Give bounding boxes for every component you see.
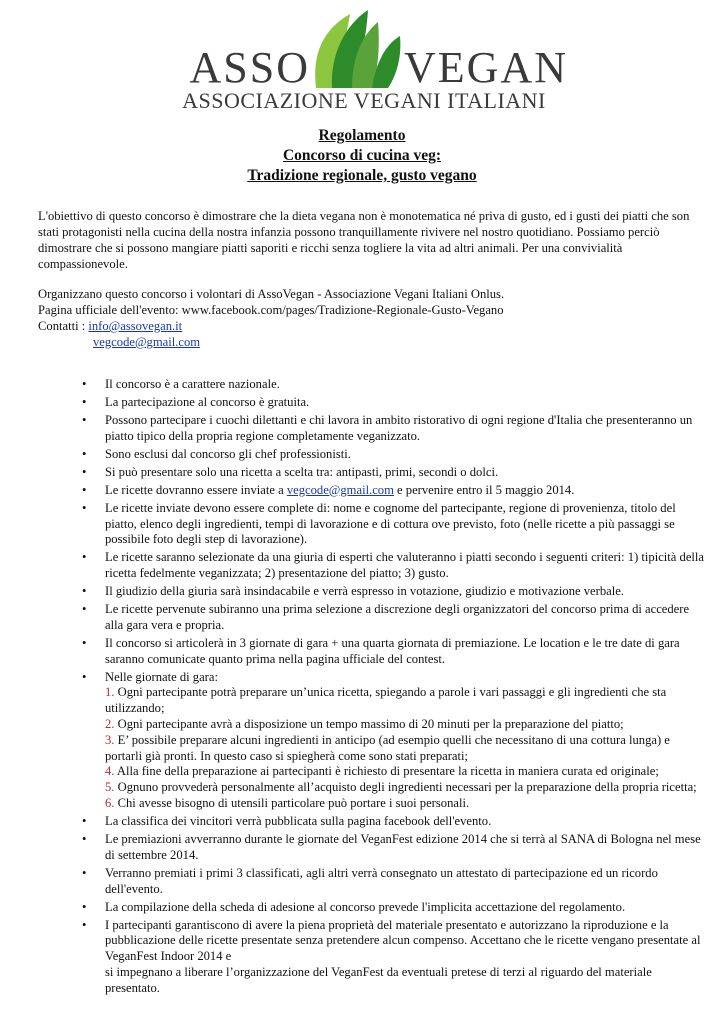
list-item [0,395,705,411]
list-item [0,447,705,463]
sub-item [105,685,705,717]
list-item [0,377,705,393]
rule-text: Si può presentare solo una ricetta a scelta tra: antipasti, primi, secondi o dolci. [105,464,499,479]
email-link-vegcode-rule[interactable]: vegcode@gmail.com [286,482,394,497]
bullet-icon: • [82,669,87,684]
rule-text: Le premiazioni avverranno durante le giornate del VeganFest edizione 2014 che si terrà al SANA di Bologna nel mese di settembre 2014. [105,831,701,862]
list-item [0,413,705,445]
sub-item [105,796,705,812]
bullet-icon: • [82,813,87,828]
rule-text: I partecipanti garantiscono di avere la piena proprietà del materiale presentato e autorizzano la riproduzione e la pubblicazione delle ricette presentate senza pretendere alcun compenso. Accettano che le ricette vengano presentate al VeganFest Indoor 2014 e [105,917,701,964]
title-line-1: Regolamento [318,127,406,144]
bullet-icon: • [82,602,87,617]
email-link-info[interactable]: info@assovegan.it [88,319,183,333]
bullet-icon: • [82,584,87,599]
bullet-icon: • [82,635,87,650]
contacts-line-2 [38,334,693,350]
rule-text: Le ricette saranno selezionate da una giuria di esperti che valuteranno i piatti secondo i seguenti criteri: 1) tipicità della ricetta fedelmente veganizzata; 2) presentazione del piatto; 3) gusto. [105,550,705,581]
rule-text: La classifica dei vincitori verrà pubblicata sulla pagina facebook dell'evento. [105,813,492,828]
sub-item-number: 3. [105,732,115,747]
logo-subtitle: ASSOCIAZIONE VEGANI ITALIANI [182,88,546,113]
bullet-icon: • [82,917,87,932]
sub-item-text: Alla fine della preparazione ai partecipanti è richiesto di presentare la ricetta in maniera curata ed originale; [114,764,659,779]
bullet-icon: • [82,482,87,497]
sub-item [105,764,705,780]
sub-item-number: 1. [105,685,115,700]
official-page-line: Pagina ufficiale dell'evento: www.facebook.com/pages/Tradizione-Regionale-Gusto-Vegano [38,303,504,317]
sub-item-text: E’ possibile preparare alcuni ingredienti in anticipo (ad esempio quelli che necessitano di una cottura lunga) e portarli già pronti. In questo caso si spiegherà come sono stati preparati; [105,732,670,763]
sub-item-number: 6. [105,795,115,810]
rule-text: Le ricette inviate devono essere complete di: nome e cognome del partecipante, regione di provenienza, titolo del piatto, elenco degli ingredienti, tempi di lavorazione e di cottura ove previsto, foto (nelle ricette a più passaggi se possibile foto degli step di lavorazione). [105,500,676,547]
sub-item [105,717,705,733]
list-item [0,866,705,898]
bullet-icon: • [82,550,87,565]
sub-item-text: Chi avesse bisogno di utensili particolare può portare i suoi personali. [114,795,470,810]
list-item [0,584,705,600]
list-item [0,918,705,997]
rule-text: Il concorso è a carattere nazionale. [105,377,280,391]
title-line-2: Concorso di cucina veg: [282,147,441,164]
rules-list [0,377,705,999]
list-item [0,602,705,634]
list-item [0,832,705,864]
sub-item-number: 2. [105,717,115,731]
list-item [0,483,705,499]
bullet-icon: • [82,899,87,914]
sub-item-text: Ogni partecipante avrà a disposizione un tempo massimo di 20 minuti per la preparazione del piatto; [114,717,624,731]
sub-item-text: Ogni partecipante potrà preparare un’unica ricetta, spiegando a parole i vari passaggi e gli ingredienti che sta utilizzando; [105,685,667,716]
bullet-icon: • [82,500,87,515]
rule-text-after: e pervenire entro il 5 maggio 2014. [393,482,575,497]
bullet-icon: • [82,377,87,391]
list-item [0,550,705,582]
email-link-vegcode[interactable]: vegcode@gmail.com [93,335,201,349]
logo-word-right: VEGAN [404,43,568,92]
organizers-line: Organizzano questo concorso i volontari di AssoVegan - Associazione Vegani Italiani Onlus. [38,287,505,301]
rule-text: Verranno premiati i primi 3 classificati, agli altri verrà consegnato un attestato di partecipazione ed un ricordo dell'evento. [105,865,658,896]
rule-text: Nelle giornate di gara: [105,669,218,684]
logo-word-left: ASSO [189,43,310,92]
organizers-block [38,286,693,350]
intro-paragraph: L'obiettivo di questo concorso è dimostrare che la dieta vegana non è monotematica né priva di gusto, ed i gusti dei piatti che son stati protagonisti nella cucina della nostra infanzia possono tranquillamente rivivere nel nostro quotidiano. Possiamo perciò dimostrare che si possono mangiare piatti saporiti e ricchi senza togliere la vita ad altri animali. Per una convivialità compassionevole. [38,209,690,271]
leaf-icon [315,10,400,88]
bullet-icon: • [82,865,87,880]
contacts-label: Contatti : [38,319,89,333]
sub-item-text: Ognuno provvederà personalmente all’acquisto degli ingredienti necessari per la preparazione della propria ricetta; [114,780,697,795]
document-title [0,126,724,186]
bullet-icon: • [82,394,87,409]
list-item [0,814,705,830]
rule-text: Possono partecipare i cuochi dilettanti e chi lavora in ambito ristorativo di ogni regione d'Italia che presenteranno un piatto tipico della propria regione completamente veganizzato. [105,412,693,443]
rule-text: Le ricette pervenute subiranno una prima selezione a discrezione degli organizzatori del concorso prima di accedere alla gara vera e propria. [105,602,690,632]
rule-text-continued: si impegnano a liberare l’organizzazione del VeganFest da eventuali pretese di terzi al riguardo del materiale presentato. [105,964,652,995]
rule-text: Il giudizio della giuria sarà insindacabile e verrà espresso in votazione, giudizio e motivazione verbale. [105,584,624,599]
bullet-icon: • [82,446,87,461]
list-item-competition-days [0,670,705,812]
bullet-icon: • [82,464,87,479]
assovegan-logo [0,0,724,118]
contacts-line [38,318,693,334]
rule-text: La compilazione della scheda di adesione al concorso prevede l'implicita accettazione del regolamento. [105,899,626,914]
sub-item-number: 4. [105,764,115,779]
bullet-icon: • [82,412,87,427]
list-item [0,900,705,916]
sub-item [105,780,705,796]
list-item [0,501,705,548]
title-line-3: Tradizione regionale, gusto vegano [247,167,477,184]
rule-text: Il concorso si articolerà in 3 giornate di gara + una quarta giornata di premiazione. Le location e le tre date di gara saranno comunicate quanto prima nella pagina ufficiale del contest. [105,635,680,666]
rule-text: Le ricette dovranno essere inviate a [105,482,287,497]
list-item [0,636,705,668]
bullet-icon: • [82,831,87,846]
rule-text: Sono esclusi dal concorso gli chef professionisti. [105,446,351,461]
rule-text: La partecipazione al concorso è gratuita. [105,394,310,409]
list-item [0,465,705,481]
sub-item [105,733,705,765]
sub-item-number: 5. [105,780,115,795]
